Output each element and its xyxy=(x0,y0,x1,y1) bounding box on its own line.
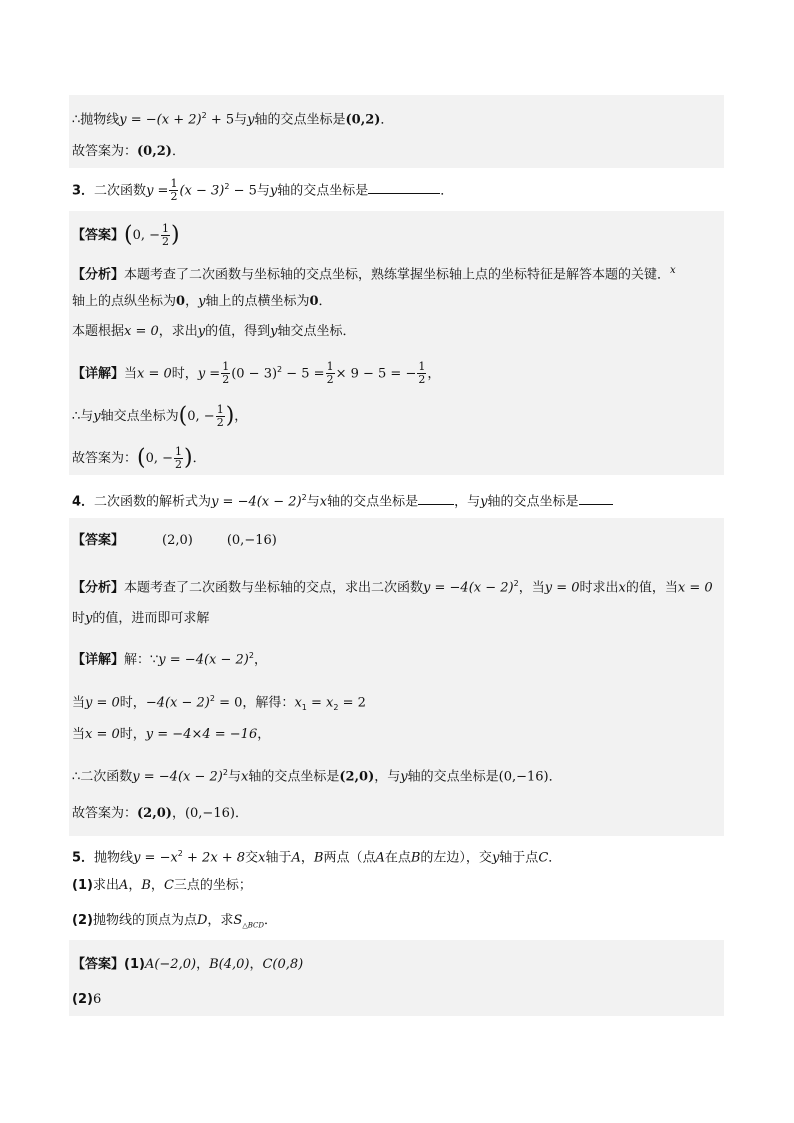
text-span: ) xyxy=(225,403,235,429)
text-span: x = 0 xyxy=(137,366,172,382)
text: 二次函数 xyxy=(94,183,147,199)
text-span: 轴的交点坐标是 xyxy=(407,769,499,785)
q4-analysis-1 xyxy=(72,575,713,597)
text-span: (1) xyxy=(72,878,93,893)
text-span: 2 xyxy=(175,458,183,471)
answer-blank-1[interactable] xyxy=(418,504,454,505)
text-span: B xyxy=(410,850,421,866)
text-span: ( xyxy=(137,445,146,471)
text-span: ． xyxy=(192,451,206,466)
text-span: y xyxy=(400,769,408,785)
text-span: ，与 xyxy=(454,494,481,510)
text-span: y = xyxy=(197,366,221,382)
text-span: ∴二次函数 xyxy=(72,769,133,785)
text-span: 1 xyxy=(170,177,178,191)
text-span: y xyxy=(270,324,278,339)
text-span: ． xyxy=(548,850,562,866)
q3-answer xyxy=(72,223,180,248)
q4-analysis-2 xyxy=(72,610,209,628)
text-span: ， xyxy=(128,878,142,893)
text-span: 1 xyxy=(301,702,307,712)
text-span: 2 xyxy=(248,651,254,660)
text-span: ( xyxy=(124,222,133,248)
q4-answer-band xyxy=(69,518,724,836)
q4-final xyxy=(72,805,248,823)
q5-answer-band xyxy=(69,940,724,1016)
text-span: △BCD xyxy=(242,921,264,930)
text-span: ， xyxy=(196,957,210,972)
text: 轴的交点坐标是 xyxy=(254,112,346,128)
text-span: y xyxy=(480,494,488,510)
text-span: 二次函数的解析式为 xyxy=(94,494,212,510)
text-span: 1 xyxy=(162,222,170,235)
text-span: A xyxy=(118,878,129,893)
text: 轴的交点坐标是 xyxy=(277,183,369,199)
text-span: 在点 xyxy=(384,850,411,866)
text-span: y xyxy=(491,850,500,866)
text-span: ， xyxy=(253,652,267,668)
text-span: C xyxy=(538,850,549,866)
text-span: ， xyxy=(300,850,314,866)
text-span: B xyxy=(141,878,151,893)
text-span: S xyxy=(233,913,243,928)
text-span: 0, − xyxy=(145,451,174,466)
text-span: 【详解】 xyxy=(72,652,125,668)
text-span: x xyxy=(618,580,626,596)
text-span: ， xyxy=(257,727,271,742)
q4-answer xyxy=(72,532,277,550)
text-span: 的值，当 xyxy=(625,580,678,596)
text-span: C xyxy=(163,878,174,893)
text-span: 2 xyxy=(162,235,170,248)
text-span: 1 xyxy=(326,360,334,374)
text-span: ，求出 xyxy=(158,324,198,339)
text: ∴抛物线 xyxy=(72,112,120,128)
text: 故答案为： xyxy=(72,144,138,159)
text-span: 的左边），交 xyxy=(420,850,492,866)
answer-blank-2[interactable] xyxy=(579,504,613,505)
text-span: 与 xyxy=(306,494,320,510)
text-span: 2 xyxy=(513,579,519,588)
detail-label: 【详解】 xyxy=(72,366,125,382)
answer: (0,2) xyxy=(345,112,381,128)
text-span: ，解得： xyxy=(242,695,295,711)
math: y = −(x + 2) xyxy=(119,112,202,128)
text-span: 2 xyxy=(222,768,228,777)
fraction xyxy=(161,223,170,248)
text-span: 2 xyxy=(333,702,339,712)
q4-detail xyxy=(72,647,267,669)
text-span: y = −x xyxy=(133,850,178,866)
q4-step-1 xyxy=(72,690,366,717)
text-span: 故答案为： xyxy=(72,451,138,466)
text-span: 当 xyxy=(72,695,86,711)
text-span: 的值，进而即可求解 xyxy=(92,611,210,626)
text-span: 2 xyxy=(301,493,307,502)
text-span: 当 xyxy=(124,366,138,382)
math: 0, − xyxy=(132,228,161,243)
text-span: 轴交点坐标为 xyxy=(100,409,179,424)
text-span: ∴与 xyxy=(72,409,94,424)
text-span: 1 xyxy=(175,445,183,458)
text-span: 2 xyxy=(170,190,178,204)
text-span: = 2 xyxy=(338,695,366,711)
q5-answer-1 xyxy=(72,956,303,974)
text-span: 时， xyxy=(119,695,146,711)
q3-then xyxy=(72,404,247,429)
q3-final xyxy=(72,446,206,471)
text-span: x xyxy=(258,850,266,866)
text-span: ． xyxy=(263,913,277,928)
text-span: ， xyxy=(234,409,248,424)
fraction xyxy=(174,446,183,471)
text: ． xyxy=(380,112,394,128)
text-span: ． xyxy=(548,769,562,785)
text-span: x = 0 xyxy=(677,580,713,596)
text-span: 轴上的点横坐标为 xyxy=(205,294,310,309)
text-span: B(4,0) xyxy=(209,957,250,972)
fraction xyxy=(169,178,178,203)
text-span: (2,0) xyxy=(339,769,375,785)
text: 轴上的点纵坐标为 xyxy=(72,294,177,309)
text-span: (0,−16) xyxy=(498,769,549,785)
text: 本题考查了二次函数与坐标轴的交点坐标，熟练掌握坐标轴上点的坐标特征是解答本题的关键． xyxy=(124,267,671,283)
text-span: + 2x + 8 xyxy=(182,850,246,866)
text-span: 轴的交点坐标是 xyxy=(248,769,340,785)
text: ． xyxy=(171,144,185,159)
text-span: 0 xyxy=(176,294,186,309)
q3-analysis-1 xyxy=(72,262,676,284)
text-span: D xyxy=(196,913,208,928)
q3-basis xyxy=(72,323,356,341)
top-line-1 xyxy=(72,107,393,129)
text-span: 时求出 xyxy=(579,580,619,596)
text-span: 2 xyxy=(222,373,230,387)
text-span: y = 0 xyxy=(544,580,580,596)
question-number: 3． xyxy=(72,183,95,199)
text-span: ) xyxy=(171,222,180,248)
q3-analysis-2 xyxy=(72,293,332,311)
text-span: y = −4(x − 2) xyxy=(132,769,223,785)
text-span: 轴于 xyxy=(265,850,292,866)
text-span: x = 0 xyxy=(85,727,120,742)
text-span: y xyxy=(198,294,206,309)
text-span: (2,0) xyxy=(137,806,172,821)
text-span: y = −4(x − 2) xyxy=(158,652,249,668)
text-span: ) xyxy=(184,445,193,471)
text-span: 求出 xyxy=(92,878,119,893)
text-span: 2 xyxy=(216,416,224,429)
text-span: 6 xyxy=(92,992,102,1007)
text-span: 2 xyxy=(277,365,283,374)
question-number: 5． xyxy=(72,850,95,866)
text-span: 与 xyxy=(227,769,241,785)
text-span: 抛物线的顶点为点 xyxy=(92,913,197,928)
text-span: 三点的坐标； xyxy=(173,878,252,893)
text-span: 两点（点 xyxy=(323,850,376,866)
text-span: 2 xyxy=(177,849,183,858)
text-span: y = −4(x − 2) xyxy=(211,494,302,510)
text-span: 0 xyxy=(309,294,319,309)
question-number: 4． xyxy=(72,494,95,510)
answer-blank[interactable] xyxy=(368,193,440,194)
analysis-label: 【分析】 xyxy=(72,267,125,283)
text-span: 0, − xyxy=(187,409,215,424)
text-span: (2) xyxy=(72,992,93,1007)
q4-question xyxy=(72,489,613,511)
text-span: 2 xyxy=(418,373,426,387)
text-span: x xyxy=(240,769,249,785)
text-span: 解：∵ xyxy=(124,652,159,668)
text-span: 故答案为： xyxy=(72,806,138,821)
text-span: y = 0 xyxy=(85,695,120,711)
text-span: ， xyxy=(171,806,185,821)
text-span: 本题根据 xyxy=(72,324,125,339)
text-span: ， xyxy=(150,878,164,893)
text-span: × 9 − 5 = − xyxy=(335,366,417,382)
text-span: 1 xyxy=(222,360,230,374)
q4-conclusion xyxy=(72,764,562,786)
text-span: 本题考查了二次函数与坐标轴的交点，求出二次函数 xyxy=(124,580,424,596)
text-span: 1 xyxy=(418,360,426,374)
answer-1: (2,0) xyxy=(162,533,193,548)
text-span: 1 xyxy=(216,403,224,416)
q3-detail xyxy=(72,361,440,386)
math: + 5与 xyxy=(206,112,248,128)
answer: (0,2) xyxy=(137,144,172,159)
q5-sub-1 xyxy=(72,877,252,895)
text: ． xyxy=(440,183,454,199)
q5-question xyxy=(72,845,561,867)
text-span: ( xyxy=(178,403,188,429)
fraction xyxy=(417,361,426,386)
text-span: = x xyxy=(306,695,334,711)
text-span: ，当 xyxy=(518,580,545,596)
text-span: y = −4×4 = −16 xyxy=(145,727,258,742)
text-span: ． xyxy=(234,806,248,821)
text-span: x xyxy=(294,695,302,711)
math: x xyxy=(670,265,676,276)
text-span: x xyxy=(319,494,328,510)
fraction xyxy=(216,404,225,429)
text-span: (0 − 3) xyxy=(231,366,278,382)
text-span: y = −4(x − 2) xyxy=(423,580,514,596)
math: − 5与 xyxy=(229,183,270,199)
text-span: 时 xyxy=(72,611,86,626)
text-span: (2) xyxy=(72,913,93,928)
text-span: 时， xyxy=(171,366,198,382)
answer-2: (0,−16) xyxy=(226,533,277,548)
answer-label: 【答案】 xyxy=(72,533,125,548)
text-span: 轴的交点坐标是 xyxy=(327,494,419,510)
top-line-2 xyxy=(72,143,185,161)
text-span: (0,−16) xyxy=(184,806,235,821)
text-span: y xyxy=(85,611,93,626)
fraction xyxy=(221,361,230,386)
text-span: 轴交点坐标． xyxy=(277,324,356,339)
text-span: − 5 = xyxy=(282,366,325,382)
text-span: B xyxy=(313,850,324,866)
text-span: 2 xyxy=(209,694,215,703)
text-span: ，求 xyxy=(207,913,234,928)
text-span: ，与 xyxy=(374,769,401,785)
text-span: 的值，得到 xyxy=(205,324,271,339)
text-span: (1) xyxy=(124,957,145,972)
q3-question xyxy=(72,178,453,203)
text-span: C(0,8) xyxy=(262,957,304,972)
q5-answer-2 xyxy=(72,991,101,1009)
text-span: y xyxy=(197,324,206,339)
text-span: A xyxy=(291,850,301,866)
text-span: −4(x − 2) xyxy=(145,695,210,711)
math: y = xyxy=(146,183,169,199)
text-span: 2 xyxy=(224,182,230,191)
text-span: 轴于点 xyxy=(499,850,539,866)
math: y xyxy=(269,183,278,199)
text-span: 【答案】 xyxy=(72,957,125,972)
q4-step-2 xyxy=(72,726,270,744)
text-span: A(−2,0) xyxy=(144,957,197,972)
text-span: 抛物线 xyxy=(94,850,134,866)
fraction xyxy=(326,361,335,386)
text-span: = 0 xyxy=(214,695,243,711)
sup: 2 xyxy=(201,111,207,120)
text-span: 时， xyxy=(119,727,146,742)
text-span: x = 0 xyxy=(124,324,159,339)
text-span: ， xyxy=(185,294,199,309)
text-span: 【分析】 xyxy=(72,580,125,596)
text-span: 交 xyxy=(245,850,259,866)
answer-label: 【答案】 xyxy=(72,228,125,243)
math: y xyxy=(247,112,255,128)
q3-answer-band xyxy=(69,211,724,475)
q5-sub-2 xyxy=(72,912,277,935)
text-span: ． xyxy=(318,294,332,309)
text-span: 当 xyxy=(72,727,86,742)
text-span: 2 xyxy=(326,373,334,387)
text-span: A xyxy=(375,850,385,866)
text-span: y xyxy=(93,409,101,424)
text-span: ， xyxy=(249,957,263,972)
math: (x − 3) xyxy=(179,183,225,199)
text-span: 轴的交点坐标是 xyxy=(487,494,579,510)
text-span: ， xyxy=(427,366,441,382)
